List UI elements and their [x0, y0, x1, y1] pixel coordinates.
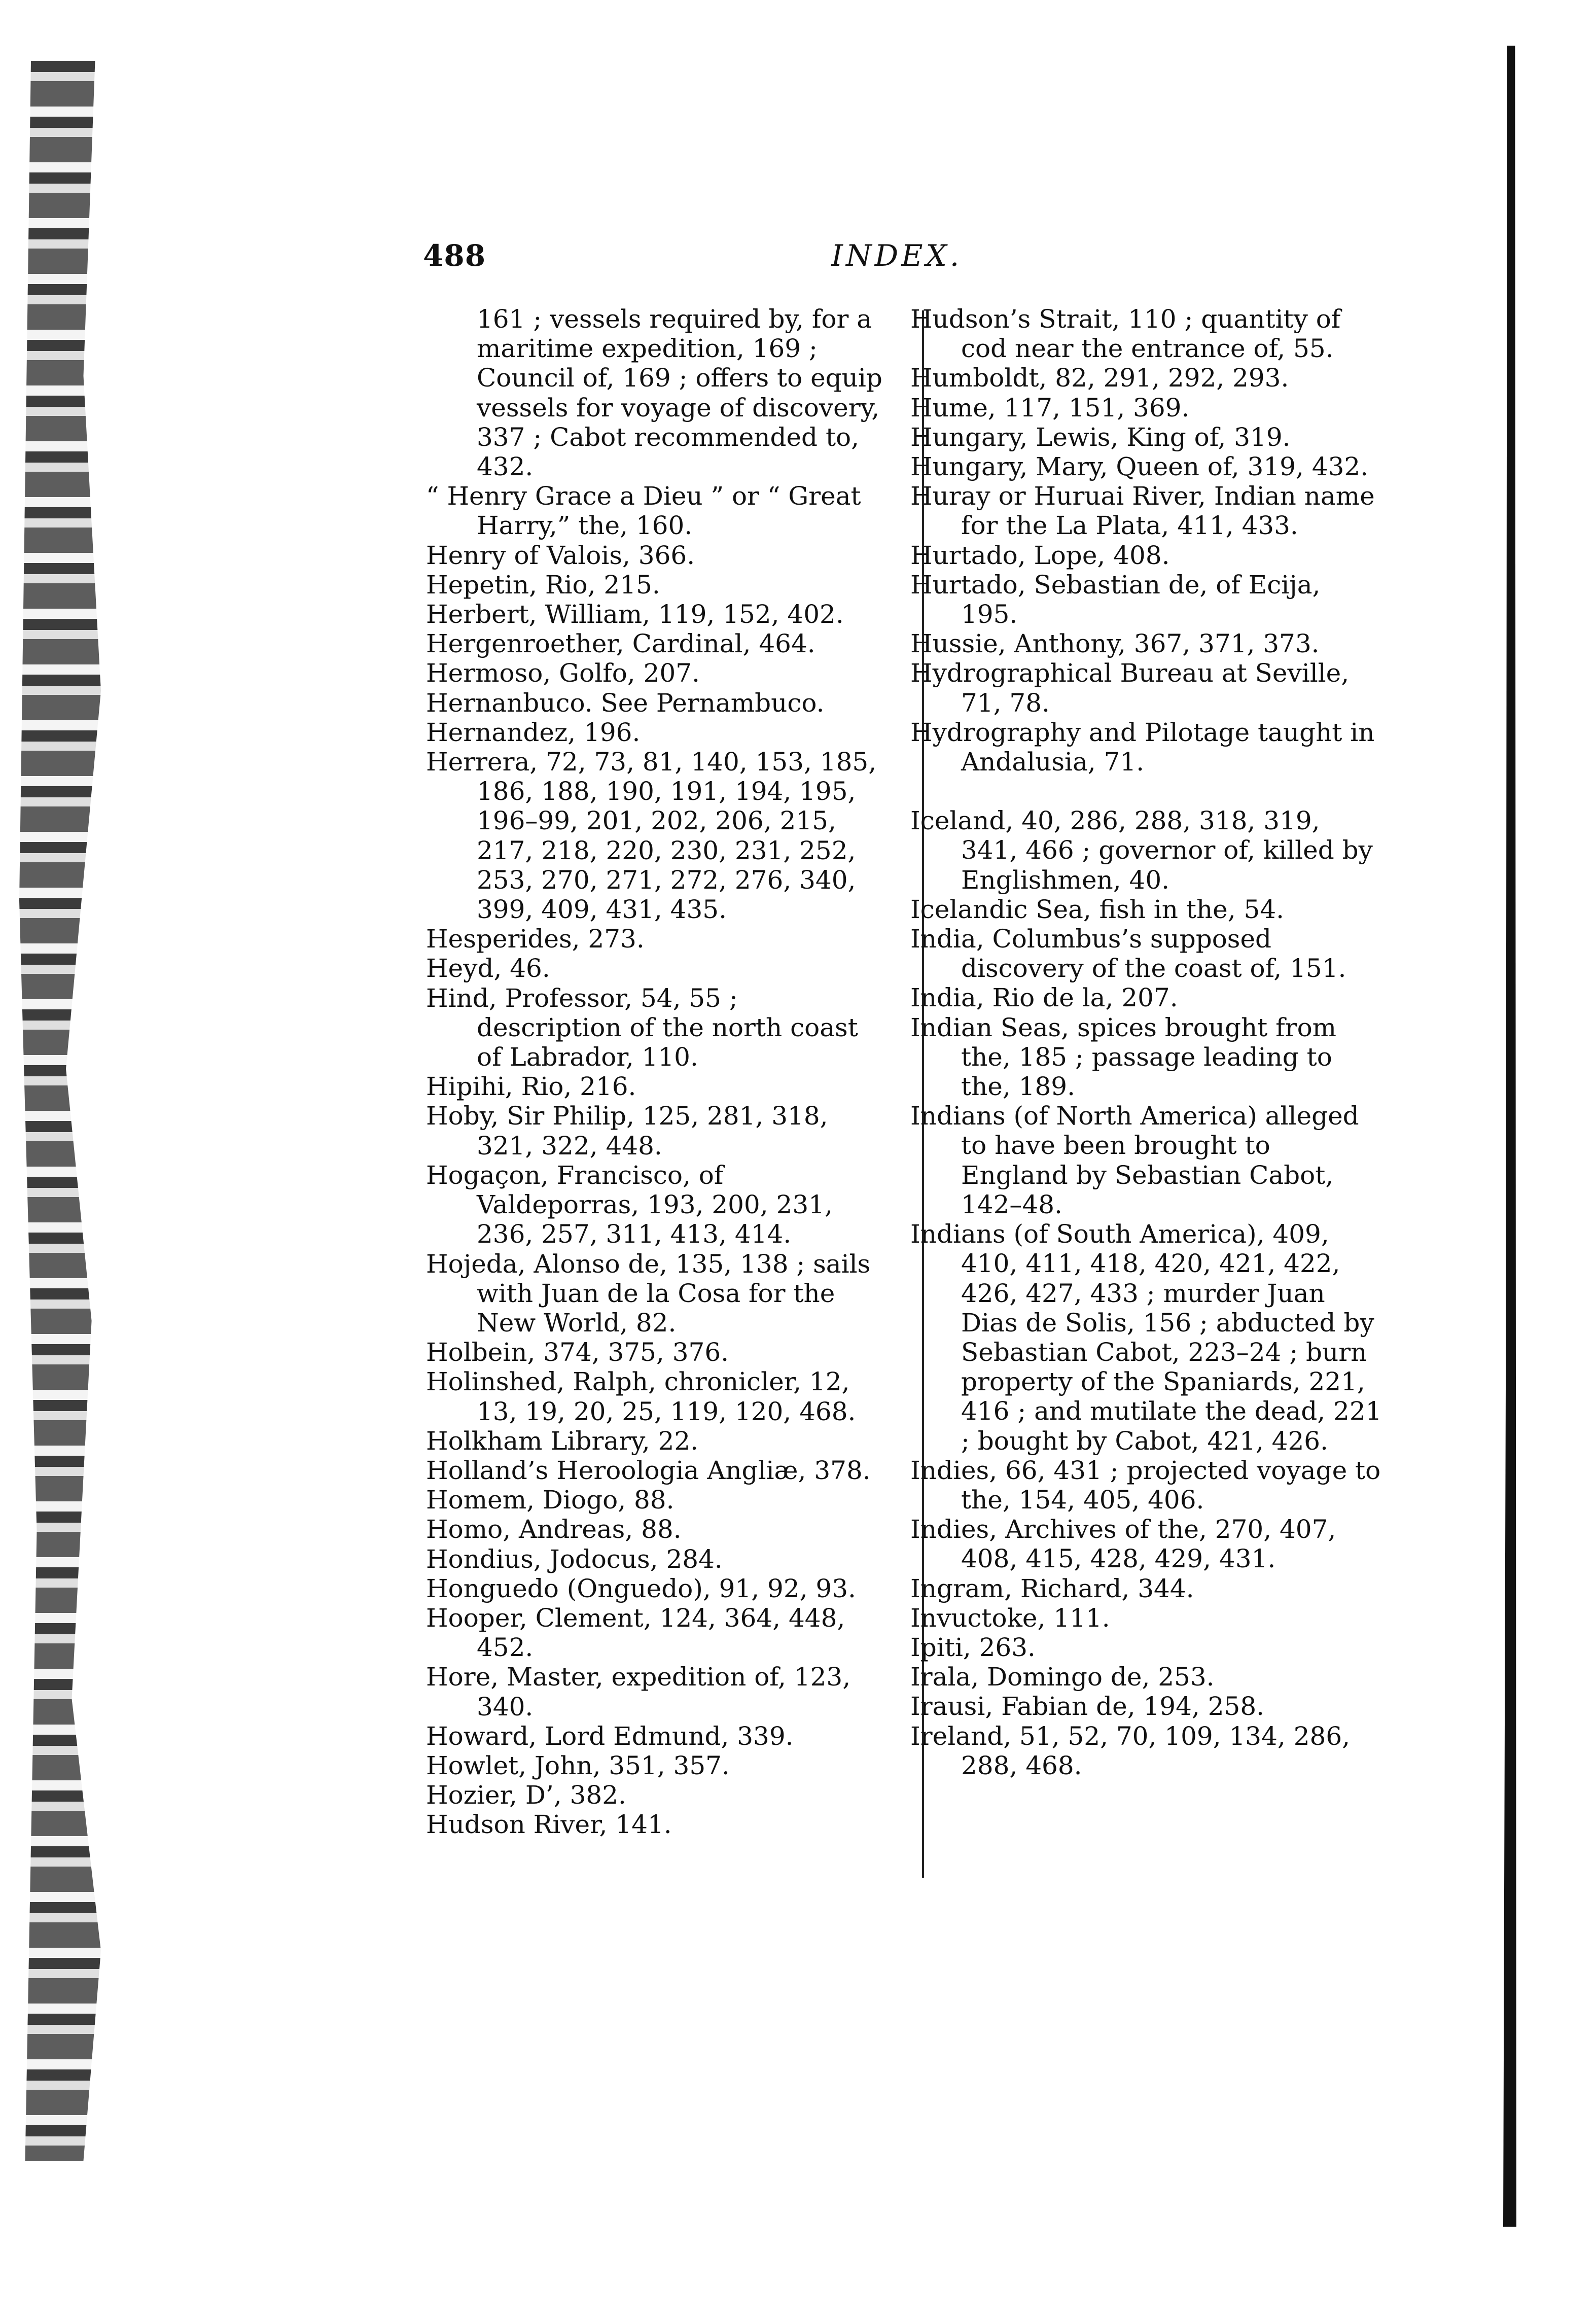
index-entry: Humboldt, 82, 291, 292, 293. — [910, 363, 1289, 393]
index-entry: Irala, Domingo de, 253. — [910, 1662, 1215, 1692]
index-entry: India, Columbus’s supposed discovery of the coast of, 151. — [910, 924, 1346, 983]
index-entry: Howard, Lord Edmund, 339. — [426, 1721, 794, 1751]
index-entry: Hozier, D’, 382. — [426, 1780, 626, 1810]
index-column-right — [910, 304, 1382, 1780]
index-entry: Holinshed, Ralph, chronicler, 12, 13, 19, 20, 25, 119, 120, 468. — [426, 1367, 856, 1426]
page-header — [423, 238, 976, 279]
index-entry: Indies, Archives of the, 270, 407, 408, 415, 428, 429, 431. — [910, 1515, 1336, 1574]
index-entry: Henry of Valois, 366. — [426, 540, 695, 570]
index-entry: Invuctoke, 111. — [910, 1603, 1110, 1633]
index-entry: Heyd, 46. — [426, 954, 550, 983]
index-entry: Herbert, William, 119, 152, 402. — [426, 600, 844, 629]
index-entry: Hussie, Anthony, 367, 371, 373. — [910, 629, 1320, 659]
index-entry: Icelandic Sea, fish in the, 54. — [910, 894, 1285, 924]
index-entry: Hurtado, Lope, 408. — [910, 540, 1170, 570]
running-head: INDEX. — [831, 238, 963, 273]
index-entry: Indian Seas, spices brought from the, 185 ; passage leading to the, 189. — [910, 1012, 1337, 1102]
index-entry: Hore, Master, expedition of, 123, 340. — [426, 1662, 851, 1721]
index-entry: Ipiti, 263. — [910, 1632, 1036, 1662]
scan-edge-left — [19, 61, 136, 2161]
index-entry: India, Rio de la, 207. — [910, 983, 1178, 1013]
index-entry: Ireland, 51, 52, 70, 109, 134, 286, 288, 468. — [910, 1721, 1351, 1780]
scan-edge-right — [1503, 46, 1516, 2227]
index-entry: Indies, 66, 431 ; projected voyage to the, 154, 405, 406. — [910, 1455, 1381, 1515]
index-entry: Hind, Professor, 54, 55 ; description of the north coast of Labrador, 110. — [426, 983, 858, 1072]
index-entry: Hernandez, 196. — [426, 717, 641, 747]
index-entry: Irausi, Fabian de, 194, 258. — [910, 1692, 1265, 1721]
index-entry: Iceland, 40, 286, 288, 318, 319, 341, 466 ; governor of, killed by Englishmen, 40. — [910, 806, 1373, 895]
index-entry: Hungary, Lewis, King of, 319. — [910, 422, 1291, 452]
index-entry: Hogaçon, Francisco, of Valdeporras, 193, 200, 231, 236, 257, 311, 413, 414. — [426, 1160, 833, 1249]
index-entry: Hojeda, Alonso de, 135, 138 ; sails with Juan de la Cosa for the New World, 82. — [426, 1249, 871, 1338]
index-entry: 161 ; vessels required by, for a maritime expedition, 169 ; Council of, 169 ; offers to equip vessels for voyage of discovery, 337 ; Cabot recommended to, 432. — [477, 304, 882, 482]
index-entry: Hondius, Jodocus, 284. — [426, 1544, 723, 1574]
index-entry: Holbein, 374, 375, 376. — [426, 1338, 729, 1367]
index-entry: Hydrography and Pilotage taught in Andalusia, 71. — [910, 717, 1375, 777]
index-entry: Hermoso, Golfo, 207. — [426, 658, 700, 688]
index-entry: Hurtado, Sebastian de, of Ecija, 195. — [910, 570, 1321, 629]
index-columns — [426, 304, 1390, 1927]
index-entry: Hernanbuco. See Pernambuco. — [426, 688, 825, 718]
index-entry: Indians (of North America) alleged to have been brought to England by Sebastian Cabot, 142–48. — [910, 1101, 1359, 1219]
index-entry: Huray or Huruai River, Indian name for the La Plata, 411, 433. — [910, 481, 1375, 541]
index-entry: Hume, 117, 151, 369. — [910, 393, 1190, 423]
index-entry: Howlet, John, 351, 357. — [426, 1750, 730, 1780]
index-entry: Homo, Andreas, 88. — [426, 1515, 682, 1544]
page-number: 488 — [423, 238, 486, 273]
index-entry: Indians (of South America), 409, 410, 411, 418, 420, 421, 422, 426, 427, 433 ; murder Juan Dias de Solis, 156 ; abducted by Sebastian Cabot, 223–24 ; burn property of the Spaniards, 221, 416 ; and mutilate the dead, 221 ; bought by Cabot, 421, 426. — [910, 1219, 1382, 1456]
index-entry: Hooper, Clement, 124, 364, 448, 452. — [426, 1603, 845, 1663]
index-entry: Homem, Diogo, 88. — [426, 1485, 675, 1515]
index-entry: Ingram, Richard, 344. — [910, 1573, 1194, 1603]
index-column-left — [426, 304, 888, 1840]
index-entry: Holland’s Heroologia Angliæ, 378. — [426, 1455, 871, 1485]
index-entry: Hergenroether, Cardinal, 464. — [426, 629, 815, 659]
index-entry: Herrera, 72, 73, 81, 140, 153, 185, 186, 188, 190, 191, 194, 195, 196–99, 201, 202, 206, 215, 217, 218, 220, 230, 231, 252, 253, 270, 271, 272, 276, 340, 399, 409, 431, 435. — [426, 747, 877, 925]
index-entry: Honguedo (Onguedo), 91, 92, 93. — [426, 1573, 856, 1603]
index-entry: Hipihi, Rio, 216. — [426, 1072, 636, 1102]
index-entry: Hungary, Mary, Queen of, 319, 432. — [910, 452, 1369, 482]
index-entry: “ Henry Grace a Dieu ” or “ Great Harry,” the, 160. — [426, 481, 861, 541]
index-entry: Hepetin, Rio, 215. — [426, 570, 660, 600]
index-entry: Hydrographical Bureau at Seville, 71, 78. — [910, 658, 1350, 718]
index-entry: Hudson River, 141. — [426, 1810, 672, 1840]
index-entry: Hudson’s Strait, 110 ; quantity of cod near the entrance of, 55. — [910, 304, 1341, 364]
index-entry: Holkham Library, 22. — [426, 1426, 699, 1456]
index-entry: Hesperides, 273. — [426, 924, 645, 954]
index-entry: Hoby, Sir Philip, 125, 281, 318, 321, 322, 448. — [426, 1101, 828, 1161]
